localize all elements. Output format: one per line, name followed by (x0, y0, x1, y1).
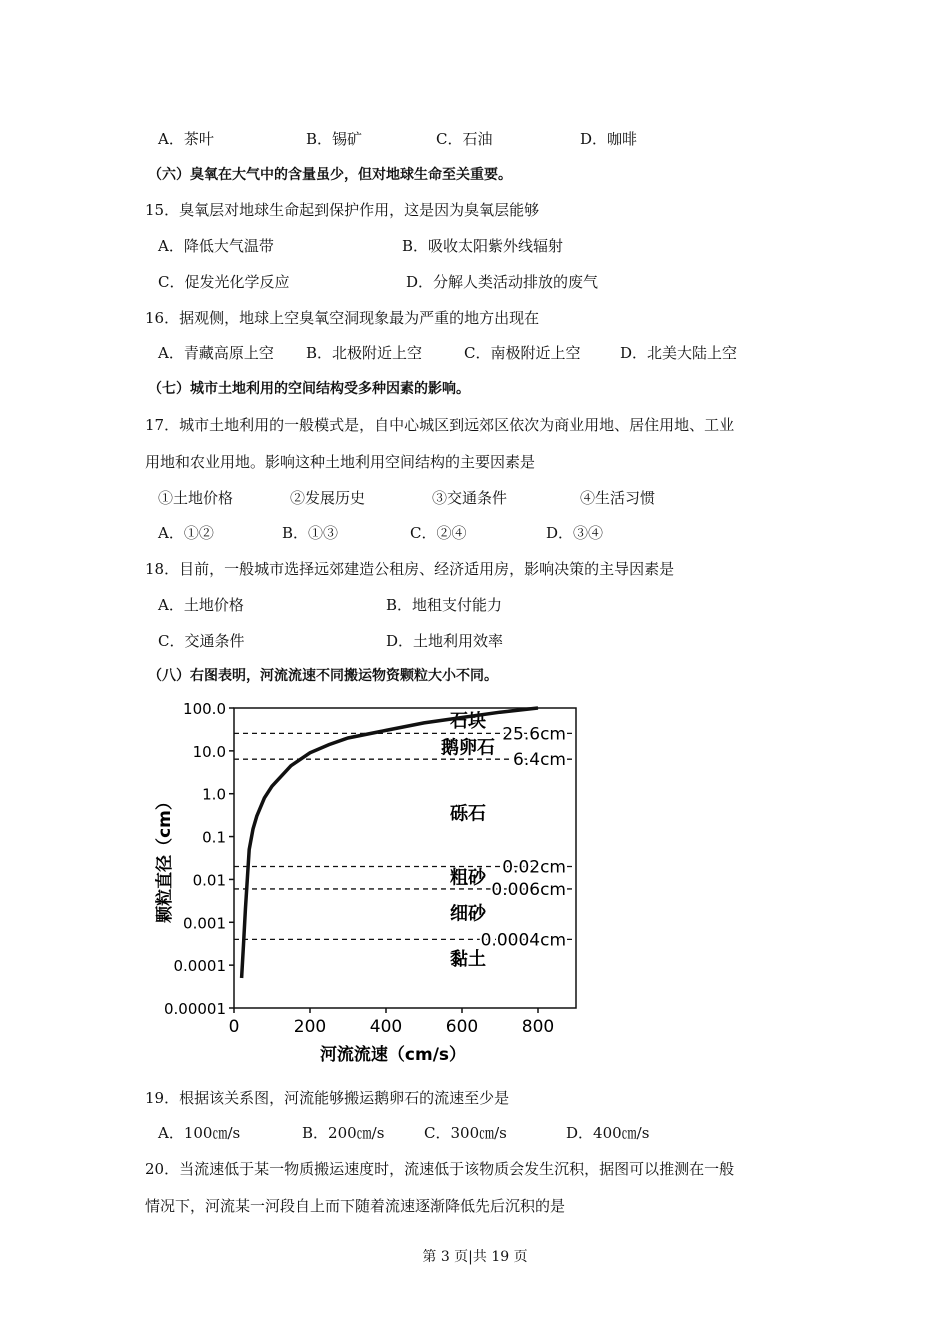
x-tick-label: 200 (293, 1017, 327, 1037)
zone-label: 细砂 (450, 903, 486, 925)
q20-stem-line2: 情况下，河流某一河段自上而下随着流速逐渐降低先后沉积的是 (145, 1197, 566, 1215)
q17-option-c: C．②④ (410, 524, 467, 542)
q17-option-b: B．①③ (282, 524, 339, 542)
zone-label: 砾石 (450, 803, 486, 825)
threshold-label: 25.6cm (502, 724, 566, 745)
threshold-label: 0.02cm (502, 857, 566, 878)
section-7-heading: （七）城市土地利用的空间结构受多种因素的影响。 (148, 381, 470, 397)
zone-label: 鹅卵石 (441, 737, 495, 759)
q15-stem: 15．臭氧层对地球生命起到保护作用，这是因为臭氧层能够 (145, 201, 540, 219)
q19-stem: 19．根据该关系图，河流能够搬运鹅卵石的流速至少是 (145, 1089, 510, 1107)
y-tick-label: 1.0 (202, 785, 226, 804)
q17-option-a: A．①② (158, 524, 214, 542)
zone-label: 粗砂 (450, 867, 486, 889)
q19-option-c: C．300㎝/s (424, 1124, 507, 1142)
q17-option-d: D．③④ (546, 524, 604, 542)
q19-option-a: A．100㎝/s (158, 1124, 241, 1142)
x-tick-label: 600 (445, 1017, 479, 1037)
q18-option-b: B．地租支付能力 (386, 596, 503, 614)
zone-label: 石块 (450, 710, 486, 732)
y-tick-label: 0.1 (202, 828, 226, 847)
q20-stem-line1: 20．当流速低于某一物质搬运速度时，流速低于该物质会发生沉积，据图可以推测在一般 (145, 1160, 735, 1178)
x-tick-label: 400 (369, 1017, 403, 1037)
section-8-heading: （八）右图表明，河流流速不同搬运物资颗粒大小不同。 (148, 668, 498, 684)
q18-option-a: A．土地价格 (158, 596, 244, 614)
q17-item-3: ③交通条件 (432, 489, 508, 507)
y-tick-label: 100.0 (183, 700, 226, 718)
y-tick-label: 10.0 (192, 742, 226, 761)
page-footer: 第 3 页|共 19 页 (422, 1249, 528, 1265)
q15-option-d: D．分解人类活动排放的废气 (406, 273, 599, 291)
q17-stem-line2: 用地和农业用地。影响这种土地利用空间结构的主要因素是 (145, 453, 536, 471)
q19-option-d: D．400㎝/s (566, 1124, 650, 1142)
y-axis-title: 颗粒直径（cm） (155, 793, 175, 923)
threshold-label: 0.006cm (491, 879, 566, 900)
q17-item-1: ①土地价格 (158, 489, 234, 507)
q18-stem: 18．目前，一般城市选择远郊建造公租房、经济适用房，影响决策的主导因素是 (145, 560, 675, 578)
section-6-heading: （六）臭氧在大气中的含量虽少，但对地球生命至关重要。 (148, 167, 512, 183)
y-tick-label: 0.001 (183, 914, 226, 933)
q15-option-a: A．降低大气温带 (158, 237, 274, 255)
q14-option-b: B．锡矿 (306, 130, 363, 148)
threshold-label: 6.4cm (513, 750, 566, 771)
q16-option-c: C．南极附近上空 (464, 344, 581, 362)
q19-option-b: B．200㎝/s (302, 1124, 385, 1142)
q16-option-b: B．北极附近上空 (306, 344, 423, 362)
y-tick-label: 0.01 (192, 871, 226, 890)
x-axis-title: 河流流速（cm/s） (319, 1045, 467, 1065)
zone-label: 黏土 (450, 948, 486, 970)
q15-option-c: C．促发光化学反应 (158, 273, 290, 291)
q17-item-2: ②发展历史 (290, 489, 366, 507)
q16-option-d: D．北美大陆上空 (620, 344, 738, 362)
q14-option-a: A．茶叶 (158, 130, 214, 148)
q14-option-d: D．咖啡 (580, 130, 638, 148)
y-tick-label: 0.00001 (163, 1000, 226, 1018)
x-tick-label: 0 (228, 1017, 240, 1037)
q18-option-c: C．交通条件 (158, 632, 245, 650)
threshold-label: 0.0004cm (480, 930, 566, 951)
q14-option-c: C．石油 (436, 130, 493, 148)
q15-option-b: B．吸收太阳紫外线辐射 (402, 237, 564, 255)
q16-stem: 16．据观侧，地球上空臭氧空洞现象最为严重的地方出现在 (145, 309, 540, 327)
x-tick-label: 800 (521, 1017, 555, 1037)
q17-item-4: ④生活习惯 (580, 489, 656, 507)
q17-stem-line1: 17．城市土地利用的一般模式是，自中心城区到远郊区依次为商业用地、居住用地、工业 (145, 416, 735, 434)
velocity-particle-chart (150, 690, 590, 1070)
q16-option-a: A．青藏高原上空 (158, 344, 274, 362)
y-tick-label: 0.0001 (173, 957, 226, 976)
q18-option-d: D．土地利用效率 (386, 632, 504, 650)
